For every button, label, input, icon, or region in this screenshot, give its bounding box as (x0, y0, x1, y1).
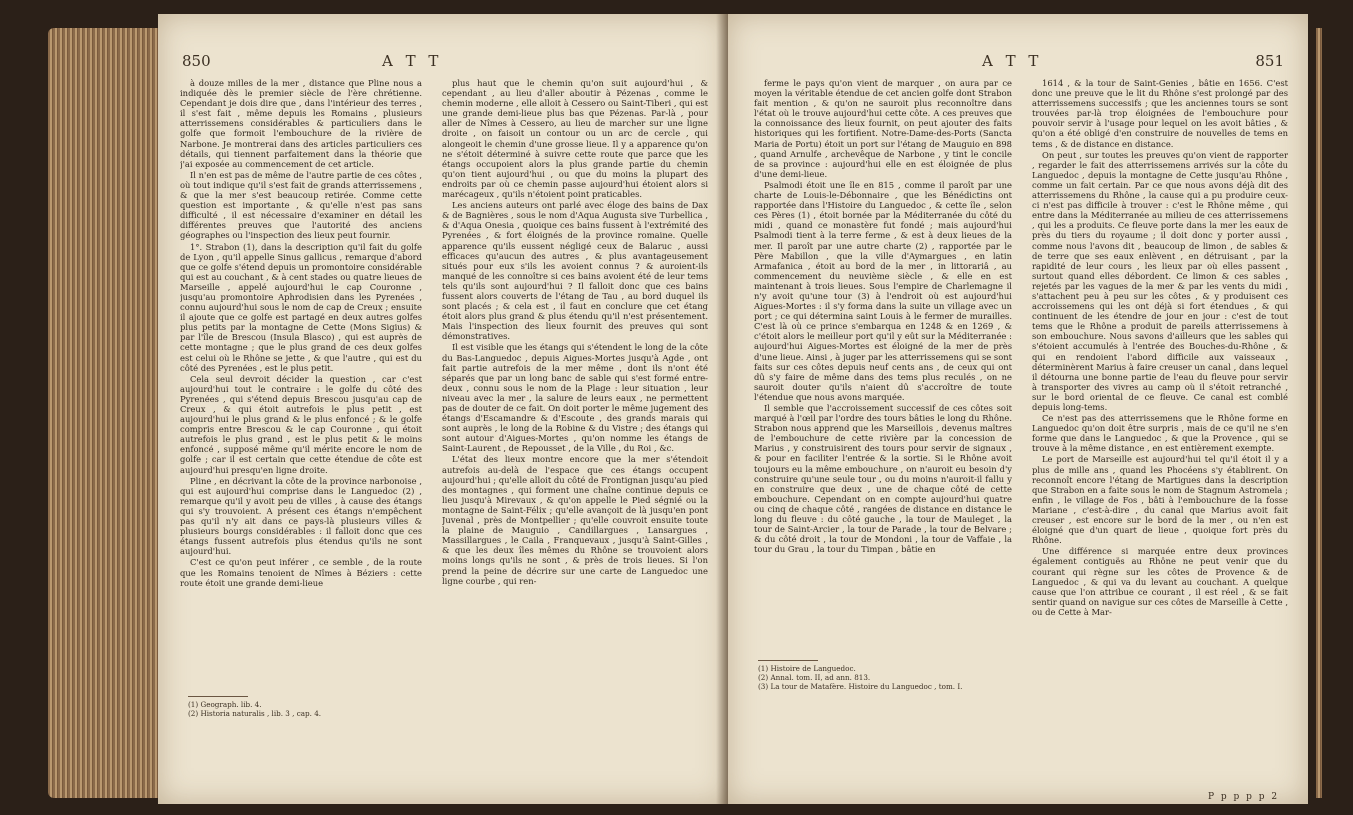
paragraph: à douze milles de la mer , distance que Pline nous a indiquée dès le premier siècle de l'ère chrétienne. Cependant je dois dire que , dans l'intérieur des terres , il s'est fait , même depuis les Romains , plusieurs atterrissemens considérables & particuliers dans le golfe que formoit l'embouchure de la rivière de Narbone. Je montrerai dans des articles particuliers ces détails, qui tiennent parfaitement dans la théorie que j'ai exposée au commencement de cet article. (180, 78, 422, 169)
footnote: (1) Geograph. lib. 4. (188, 700, 262, 709)
paragraph: Une différence si marquée entre deux provinces également contiguës au Rhône ne peut venir que du courant qui règne sur les côtes de Provence & de Languedoc , & qui va du levant au couchant. A quelque cause que l'on attribue ce courant , il est réel , & se fait sentir quand on navigue sur ces côtes de Marseille à Cette , ou de Cette à Mar- (1032, 546, 1288, 617)
paragraph: Il n'en est pas de même de l'autre partie de ces côtes , où tout indique qu'il s'est fait de grands atterrissemens , & que la mer s'est beaucoup retirée. Comme cette question est importante , & qu'elle n'est pas sans difficulté , il est nécessaire d'examiner en détail les différentes preuves que l'autorité des anciens géographes ou l'inspection des lieux peut fournir. (180, 169, 422, 241)
right-footnotes (758, 660, 1016, 691)
paragraph: Cela seul devroit décider la question , car c'est aujourd'hui tout le contraire : le golfe du côté des Pyrenées , qui s'étend depuis Brescou jusqu'au cap de Creux , & qui étoit autrefois le plus petit , est aujourd'hui le plus grand & le plus enfoncé ; & le golfe compris entre Brescou & le cap Couronne , qui étoit autrefois le plus grand , est le plus petit & le moins enfoncé , supposé même qu'il mérite encore le nom de golfe ; car il est certain que cette étendue de côte est aujourd'hui presqu'en ligne droite. (180, 373, 422, 475)
footnote: (2) Annal. tom. II, ad ann. 813. (758, 673, 871, 682)
page-number-right: 851 (1255, 52, 1284, 70)
right-column-2 (1032, 78, 1288, 798)
paragraph: 1°. Strabon (1), dans la description qu'il fait du golfe de Lyon , qu'il appelle Sinus gallicus , remarque d'abord que ce golfe s'étend depuis un promontoire considérable qui est au couchant , & à cent stades ou quatre lieues de Marseille , appelé aujourd'hui le cap Couronne , jusqu'au promontoire Aphrodisien dans les Pyrenées , connu aujourd'hui sous le nom de cap de Creux ; ensuite il ajoute que ce golfe est partagé en deux autres golfes plus petits par la montagne de Cette (Mons Sigius) & par l'île de Brescou (Insula Blasco) , qui est auprès de cette montagne ; que le plus grand de ces deux golfes est celui où le Rhône se jette , & que l'autre , qui est du côté des Pyrenées , est le plus petit. (180, 241, 422, 373)
signature-mark: P p p p p 2 (1208, 792, 1280, 802)
paragraph: ferme le pays qu'on vient de marquer , on aura par ce moyen la véritable étendue de cet ancien golfe dont Strabon fait mention , & qu'on ne sauroit plus reconnoître dans l'état où le trouve aujourd'hui cette côte. A ces preuves que la connoissance des lieux fournit, on peut ajouter des faits historiques qui les fortifient. Notre-Dame-des-Ports (Sancta Maria de Portu) étoit un port sur l'étang de Mauguio en 898 , quand Arnulfe , archevêque de Narbone , y tint le concile de sa province : aujourd'hui elle en est éloignée de plus d'une demi-lieue. (754, 78, 1012, 179)
footnote: (2) Historia naturalis , lib. 3 , cap. 4. (188, 709, 322, 718)
footnote-rule (188, 696, 248, 697)
paragraph: C'est ce qu'on peut inférer , ce semble , de la route que les Romains tenoient de Nîmes à Béziers : cette route étoit une grande demi-lieue (180, 557, 422, 588)
paragraph: Psalmodi étoit une île en 815 , comme il paroît par une charte de Louis-le-Débonnaire , que les Bénédictins ont rapportée dans l'Histoire du Languedoc , & cette île , selon ces Pères (1) , étoit bornée par la Méditerranée du côté du midi , quand ce monastère fut fondé ; mais aujourd'hui Psalmodi tient à la terre ferme , & est à deux lieues de la mer. Il paroît par une autre charte (2) , rapportée par le Père Mabillon , que la ville d'Aymargues , en latin Armafanica , étoit au bord de la mer , in littorariâ , au commencement du neuvième siècle , & elle en est maintenant à trois lieues. Sous l'empire de Charlemagne il n'y avoit qu'une tour (3) à l'endroit où est aujourd'hui Aigues-Mortes : il s'y forma dans la suite un village avec un port ; ce qui détermina saint Louis à le fermer de murailles. C'est là où ce prince s'embarqua en 1248 & en 1269 , & c'étoit alors le meilleur port qu'il y eût sur la Méditerranée : aujourd'hui Aigues-Mortes est éloigné de la mer de près d'une lieue. Ainsi , à juger par les atterrissemens qui se sont faits sur ces côtes depuis neuf cents ans , de ceux qui ont dû s'y faire de même dans des tems plus reculés , on ne sauroit douter qu'ils n'aient dû s'accroître de toute l'étendue que nous avons marquée. (754, 179, 1012, 402)
paragraph: L'état des lieux montre encore que la mer s'étendoit autrefois au-delà de l'espace que ces étangs occupent aujourd'hui ; qu'elle alloit du côté de Frontignan jusqu'au pied des montagnes , qui forment une chaîne continue depuis ce lieu jusqu'à Mirevaux , & qu'on appelle le Pied ségnié ou la montagne de Saint-Félix ; qu'elle avançoit de là jusqu'en pont Juvenal , près de Montpellier ; qu'elle couvroit ensuite toute la plaine de Mauguio , Candillargues , Lansargues , Massillargues , le Caila , Franquevaux , jusqu'à Saint-Gilles , & que les deux îles mêmes du Rhône se trouvoient alors moins longs qu'ils ne sont , & près de trois lieues. Si l'on prend la peine de décrire sur une carte de Languedoc une ligne courbe , qui ren- (442, 454, 708, 586)
paragraph: Ce n'est pas des atterrissemens que le Rhône forme en Languedoc qu'on doit être surpris , mais de ce qu'il ne s'en forme que dans le Languedoc , & que la Provence , qui se trouve à la même distance , en est entièrement exempte. (1032, 413, 1288, 454)
paragraph: Il est visible que les étangs qui s'étendent le long de la côte du Bas-Languedoc , depuis Aigues-Mortes jusqu'à Agde , ont fait partie autrefois de la mer même , dont ils n'ont été séparés que par un long banc de sable qui s'est formé entre-deux , connu sous le nom de la Plage : leur situation , leur niveau avec la mer , la salure de leurs eaux , ne permettent pas de douter de ce fait. On doit porter le même jugement des étangs d'Escamandre & d'Escoute , des grands marais qui sont auprès , le long de la Robine & du Vistre ; des étangs qui sont autour d'Aigues-Mortes , qu'on nomme les étangs de Saint-Laurent , de Repousset , de la Ville , du Roi , &c. (442, 342, 708, 454)
page-number-left: 850 (182, 52, 211, 70)
left-column-1 (180, 78, 422, 768)
left-page (158, 14, 728, 804)
footnote-rule (758, 660, 818, 661)
left-column-2 (442, 78, 708, 768)
paragraph: Pline , en décrivant la côte de la province narbonoise , qui est aujourd'hui comprise dans le Languedoc (2) , remarque qu'il y avoit peu de villes , à cause des étangs qui s'y trouvoient. A présent ces étangs n'empêchent pas qu'il n'y ait dans ce pays-là plusieurs villes & plusieurs bourgs considérables : il falloit donc que ces étangs fussent autrefois plus étendus qu'ils ne sont aujourd'hui. (180, 475, 422, 557)
running-head-right (752, 52, 1284, 74)
right-page (728, 14, 1308, 804)
running-head-left (182, 52, 704, 74)
paragraph: Le port de Marseille est aujourd'hui tel qu'il étoit il y a plus de mille ans , quand les Phocéens s'y établirent. On reconnoît encore l'étang de Martigues dans la description que Strabon en a faite sous le nom de Stagnum Astromela ; enfin , le village de Fos , bâti à l'embouchure de la fosse Mariane , c'est-à-dire , du canal que Marius avoit fait creuser , est encore sur le bord de la mer , ou n'en est éloigné que d'un quart de lieue , quoique fort près du Rhône. (1032, 454, 1288, 546)
open-book (40, 8, 1330, 808)
paragraph: 1614 , & la tour de Saint-Genies , bâtie en 1656. C'est donc une preuve que le lit du Rhône s'est prolongé par des atterrissemens successifs ; que les anciennes tours se sont trouvées par-là trop éloignées de l'embouchure pour pouvoir servir à l'usage pour lequel on les avoit bâties , & qu'on a été obligé d'en construire de nouvelles de tems en tems , & de distance en distance. (1032, 78, 1288, 149)
paragraph: plus haut que le chemin qu'on suit aujourd'hui , & cependant , au lieu d'aller aboutir à Pézenas , comme le chemin moderne , elle alloit à Cessero ou Saint-Tiberi , qui est une grande demi-lieue plus bas que Pézenas. Par-là , pour aller de Nîmes à Cessero, au lieu de marcher sur une ligne droite , on faisoit un contour ou un arc de cercle , qui alongeoit le chemin d'une grosse lieue. Il y a apparence qu'on ne s'étoit déterminé à suivre cette route que parce que les étangs occupoient alors la plus grande partie du chemin qu'on tient aujourd'hui , ou que du moins la plupart des endroits par où ce chemin passe aujourd'hui étoient alors si marécageux , qu'ils n'étoient point praticables. (442, 78, 708, 200)
footnote: (1) Histoire de Languedoc. (758, 664, 856, 673)
left-footnotes (188, 696, 321, 718)
paragraph: Il semble que l'accroissement successif de ces côtes soit marqué à l'œil par l'ordre des tours bâties le long du Rhône. Strabon nous apprend que les Marseillois , devenus maîtres de l'embouchure de cette rivière par la concession de Marius , y construisirent des tours pour servir de signaux , & pour en faciliter l'entrée & la sortie. Si le Rhône avoit toujours eu la même embouchure , on n'auroit eu besoin d'y construire qu'une seule tour , ou du moins n'auroit-il fallu y en construire que deux , une de chaque côté de cette embouchure. Cependant on en compte aujourd'hui quatre ou cinq de chaque côté , rangées de distance en distance le long du fleuve : du côté gauche , la tour de Mauleget , la tour de Saint-Arcier , la tour de Parade , la tour de Belvare ; & du côté droit , la tour de Mondoni , la tour de Vaffaie , la tour du Grau , la tour du Timpan , bâtie en (754, 403, 1012, 555)
running-title-right: A T T (982, 52, 1043, 70)
paragraph: Les anciens auteurs ont parlé avec éloge des bains de Dax & de Bagnières , sous le nom d'Aqua Augusta sive Turbellica , & d'Aqua Onesia , quoique ces bains fussent à l'extrémité des Pyrenées , & fort éloignés de la province romaine. Quelle apparence qu'ils eussent négligé ceux de Balaruc , aussi efficaces qu'aucun des autres , & plus avantageusement situés pour eux s'ils les avoient connus ? & auroient-ils manqué de les connoître si ces bains avoient été de leur tems tels qu'ils sont aujourd'hui ? Il falloit donc que ces bains fussent alors couverts de l'étang de Tau , au bord duquel ils sont placés ; & cela est , il faut en conclure que cet étang étoit alors plus grand & plus étendu qu'il n'est présentement. Mais l'inspection des lieux fournit des preuves qui sont démonstratives. (442, 200, 708, 342)
running-title-left: A T T (382, 52, 443, 70)
paragraph: On peut , sur toutes les preuves qu'on vient de rapporter , regarder le fait des atterrissemens arrivés sur la côte du Languedoc , depuis la montagne de Cette jusqu'au Rhône , comme un fait certain. Par ce que nous avons déjà dit des atterrissemens du Rhône , la cause qui a pu produire ceux-ci n'est pas difficile à trouver : c'est le Rhône même , qui entre dans la Méditerranée au milieu de ces atterrissemens , qui les a produits. Ce fleuve porte dans la mer les eaux de près du tiers du royaume ; il doit donc y porter aussi , comme nous l'avons dit , beaucoup de limon , de sables & de terre que ses eaux enlèvent , en détruisant , par la rapidité de leur cours , les lieux par où elles passent , surtout quand elles débordent. Ce limon & ces sables , rejetés par les vagues de la mer & par les vents du midi , s'attachent peu à peu sur les côtes , & y produisent ces accroissemens qui les ont déjà si fort étendues , & qui continuent de les étendre de jour en jour : c'est de tout tems que le Rhône a produit de pareils atterrissemens à son embouchure. Nous savons d'ailleurs que les sables qui s'étoient accumulés à l'entrée des Bouches-du-Rhône , & qui en rendoient l'abord difficile aux vaisseaux , déterminèrent Marius à faire creuser un canal , dans lequel il détourna une bonne partie de l'eau du fleuve pour servir à transporter des vivres au camp où il s'étoit retranché , sur le bord oriental de ce fleuve. Ce canal est comblé depuis long-tems. (1032, 149, 1288, 412)
footnote: (3) La tour de Matafère. Histoire du Languedoc , tom. I. (758, 682, 963, 691)
page-edges-right (1316, 28, 1322, 798)
